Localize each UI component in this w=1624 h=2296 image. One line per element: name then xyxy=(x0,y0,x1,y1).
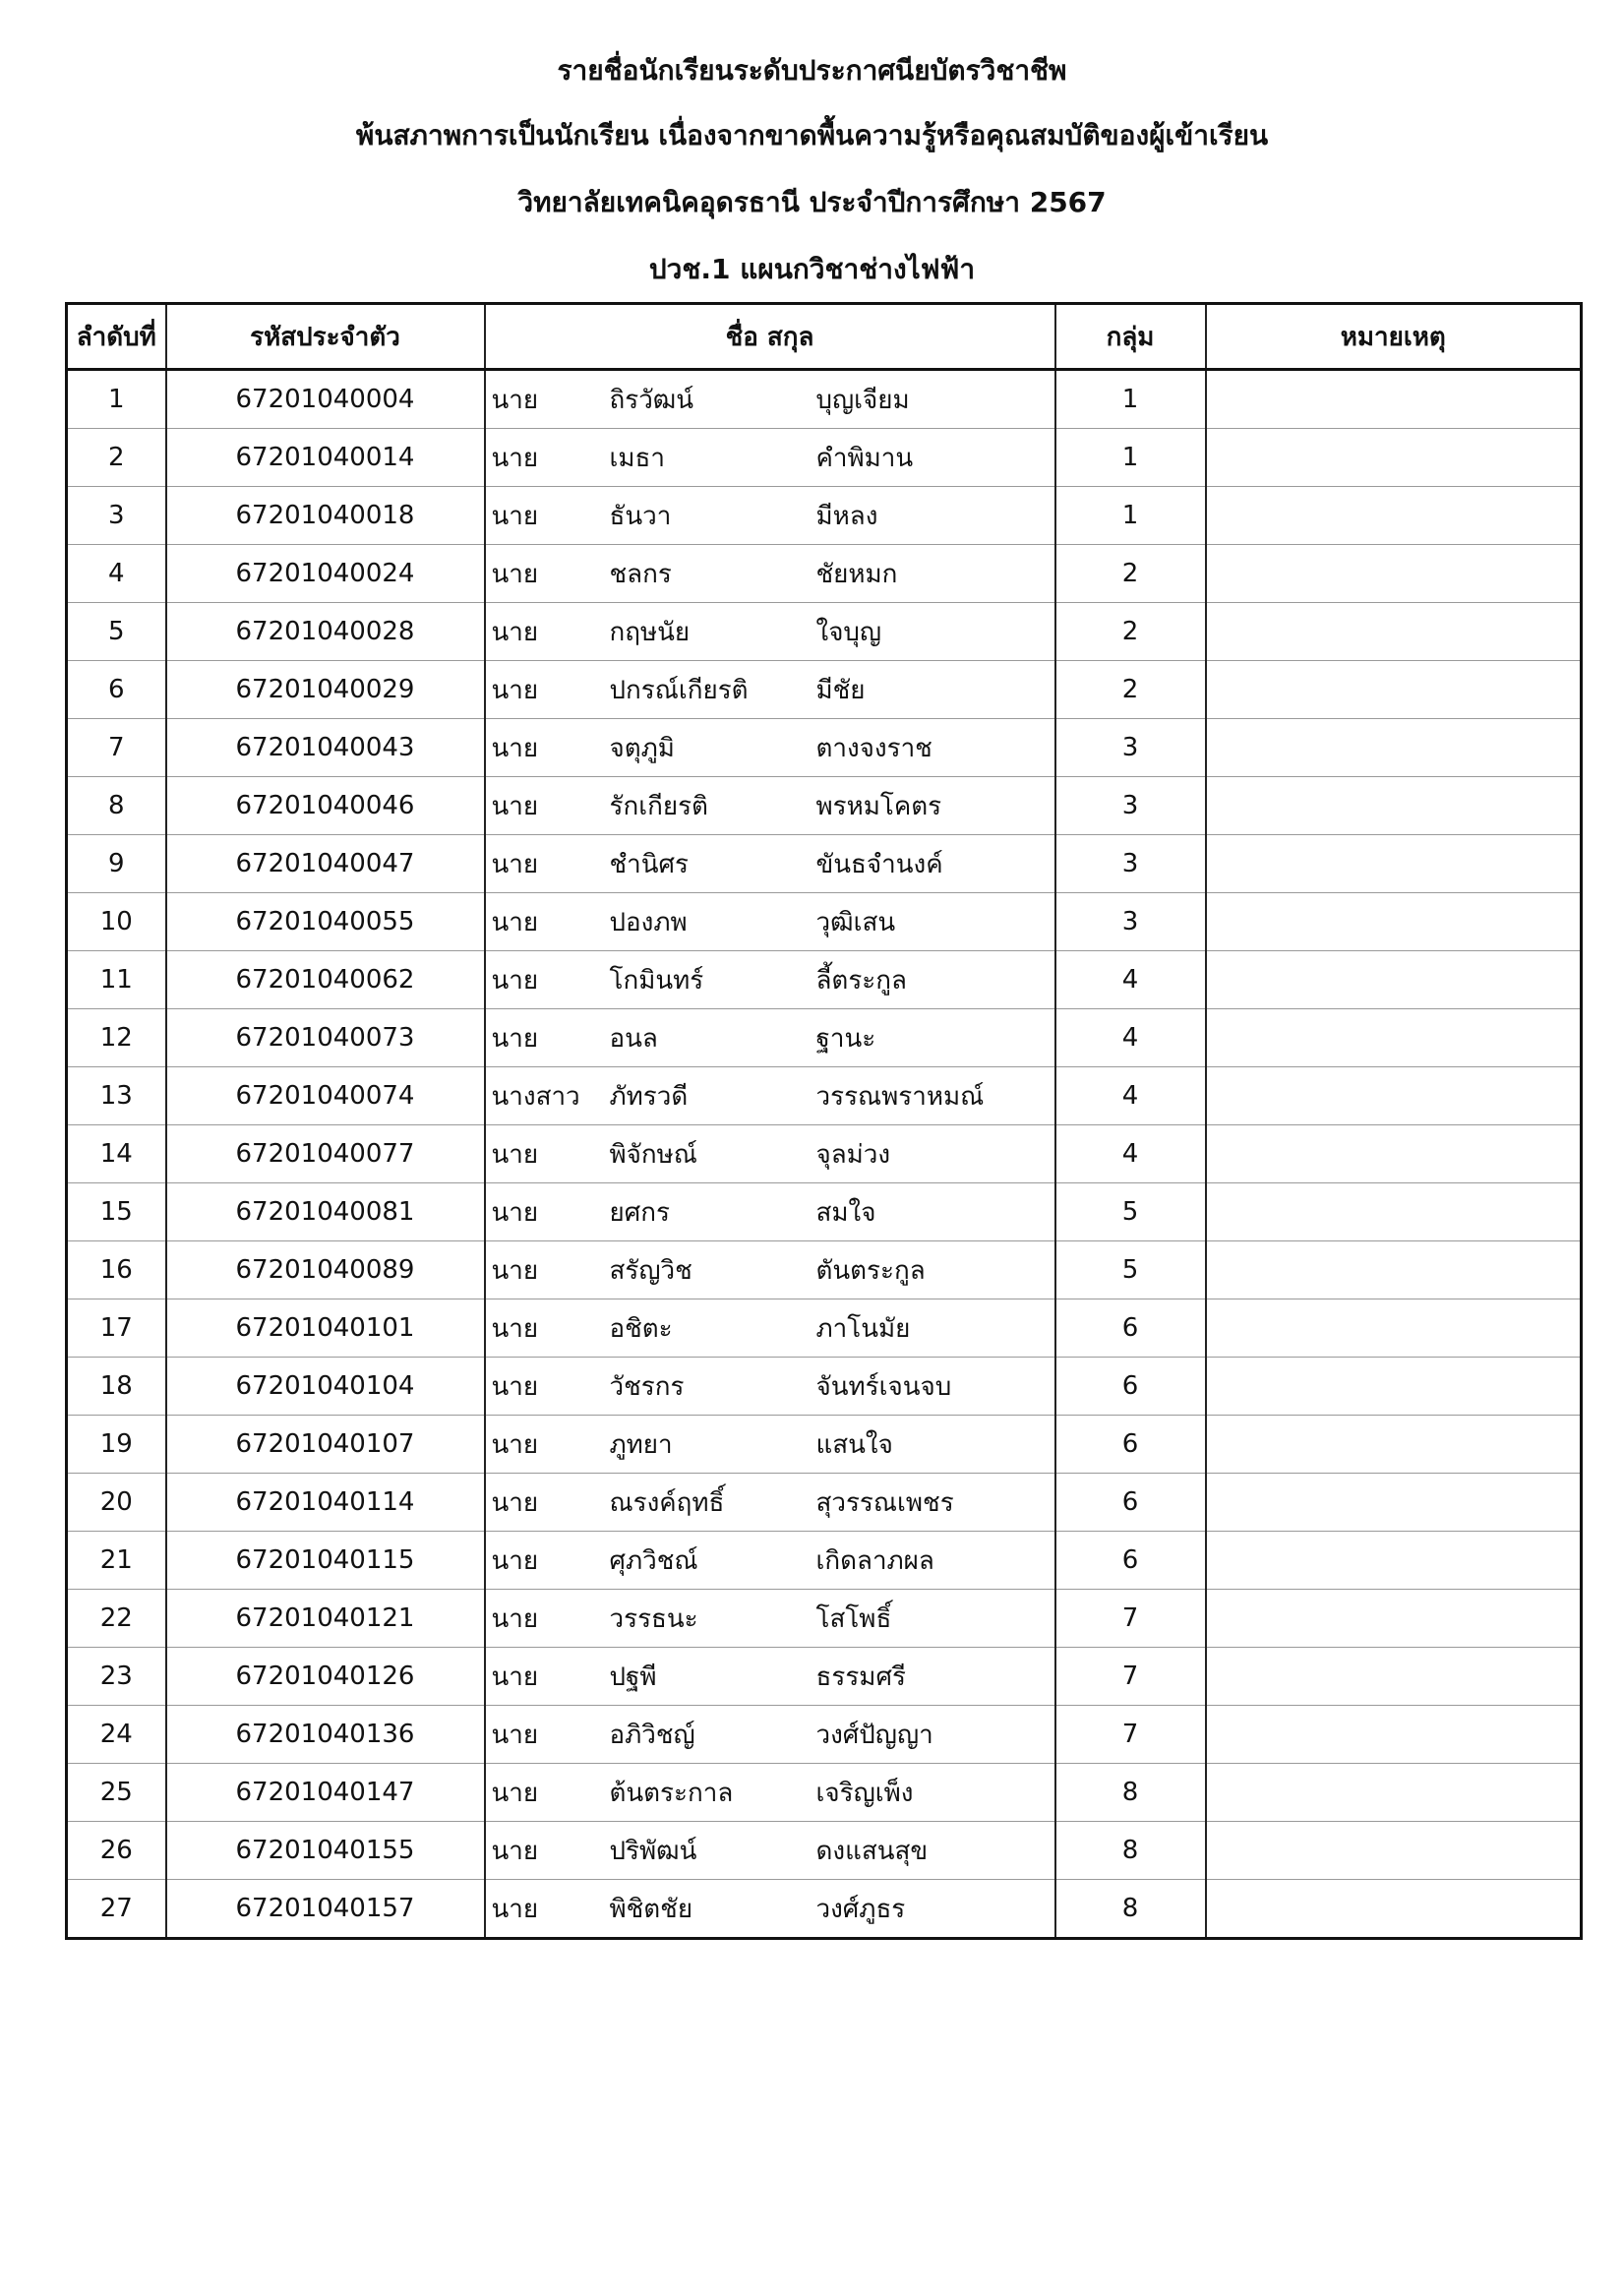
row-first-name: อภิวิชญ์ xyxy=(609,1720,695,1750)
row-order-number: 8 xyxy=(67,777,166,835)
row-group: 5 xyxy=(1055,1241,1206,1299)
row-last-name: วงศ์ปัญญา xyxy=(815,1720,933,1750)
row-name-title: นาย xyxy=(491,501,539,531)
row-group: 6 xyxy=(1055,1474,1206,1532)
row-last-name: จันทร์เจนจบ xyxy=(815,1371,952,1402)
row-full-name xyxy=(485,1183,1055,1241)
row-remarks xyxy=(1206,487,1582,545)
row-student-id: 67201040136 xyxy=(166,1706,485,1764)
row-first-name: รักเกียรติ xyxy=(609,791,708,821)
row-last-name: โสโพธิ์ xyxy=(815,1603,892,1634)
row-last-name: ธรรมศรี xyxy=(815,1662,906,1692)
row-last-name: ใจบุญ xyxy=(815,617,882,647)
table-body xyxy=(67,370,1582,1939)
row-group: 6 xyxy=(1055,1358,1206,1416)
row-order-number: 27 xyxy=(67,1880,166,1939)
row-group: 6 xyxy=(1055,1532,1206,1590)
table-header-row xyxy=(67,304,1582,370)
row-full-name xyxy=(485,893,1055,951)
row-order-number: 25 xyxy=(67,1764,166,1822)
row-student-id: 67201040014 xyxy=(166,429,485,487)
column-header-student-id: รหัสประจำตัว xyxy=(166,304,485,370)
row-order-number: 19 xyxy=(67,1416,166,1474)
table-row xyxy=(67,893,1582,951)
row-remarks xyxy=(1206,1590,1582,1648)
row-group: 3 xyxy=(1055,777,1206,835)
row-student-id: 67201040155 xyxy=(166,1822,485,1880)
row-name-title: นาย xyxy=(491,1255,539,1286)
row-order-number: 9 xyxy=(67,835,166,893)
column-header-remarks: หมายเหตุ xyxy=(1206,304,1582,370)
row-remarks xyxy=(1206,603,1582,661)
row-group: 4 xyxy=(1055,1067,1206,1125)
row-student-id: 67201040089 xyxy=(166,1241,485,1299)
row-first-name: ชลกร xyxy=(609,559,672,589)
table-row xyxy=(67,1706,1582,1764)
row-group: 7 xyxy=(1055,1590,1206,1648)
row-full-name xyxy=(485,603,1055,661)
row-first-name: อชิตะ xyxy=(609,1313,673,1344)
row-student-id: 67201040043 xyxy=(166,719,485,777)
row-first-name: ยศกร xyxy=(609,1197,670,1228)
row-group: 8 xyxy=(1055,1764,1206,1822)
row-remarks xyxy=(1206,1822,1582,1880)
row-student-id: 67201040126 xyxy=(166,1648,485,1706)
row-student-id: 67201040073 xyxy=(166,1009,485,1067)
row-group: 8 xyxy=(1055,1880,1206,1939)
row-remarks xyxy=(1206,1880,1582,1939)
row-order-number: 2 xyxy=(67,429,166,487)
row-group: 6 xyxy=(1055,1299,1206,1358)
row-remarks xyxy=(1206,661,1582,719)
row-remarks xyxy=(1206,1125,1582,1183)
row-name-title: นาย xyxy=(491,1429,539,1460)
table-row xyxy=(67,1474,1582,1532)
row-first-name: วรรธนะ xyxy=(609,1603,698,1634)
table-row xyxy=(67,429,1582,487)
row-remarks xyxy=(1206,1706,1582,1764)
row-student-id: 67201040104 xyxy=(166,1358,485,1416)
row-full-name xyxy=(485,1532,1055,1590)
row-remarks xyxy=(1206,777,1582,835)
row-student-id: 67201040107 xyxy=(166,1416,485,1474)
row-remarks xyxy=(1206,951,1582,1009)
row-name-title: นาย xyxy=(491,791,539,821)
table-row xyxy=(67,487,1582,545)
row-full-name xyxy=(485,661,1055,719)
row-student-id: 67201040121 xyxy=(166,1590,485,1648)
row-first-name: พิจักษณ์ xyxy=(609,1139,697,1170)
row-group: 3 xyxy=(1055,893,1206,951)
table-row xyxy=(67,1648,1582,1706)
row-name-title: นาย xyxy=(491,1139,539,1170)
level-and-department: ปวช.1 แผนกวิชาช่างไฟฟ้า xyxy=(648,253,976,285)
row-full-name xyxy=(485,835,1055,893)
row-name-title: นาย xyxy=(491,849,539,879)
row-student-id: 67201040074 xyxy=(166,1067,485,1125)
row-name-title: นาย xyxy=(491,1545,539,1576)
row-full-name xyxy=(485,951,1055,1009)
row-name-title: นาย xyxy=(491,559,539,589)
college-and-year: วิทยาลัยเทคนิคอุดรธานี ประจำปีการศึกษา 2567 xyxy=(517,186,1107,218)
row-name-title: นาย xyxy=(491,1313,539,1344)
row-first-name: ปริพัฒน์ xyxy=(609,1836,697,1866)
row-name-title: นาย xyxy=(491,733,539,763)
row-group: 4 xyxy=(1055,951,1206,1009)
table-row xyxy=(67,1125,1582,1183)
row-student-id: 67201040101 xyxy=(166,1299,485,1358)
row-group: 3 xyxy=(1055,719,1206,777)
row-name-title: นาย xyxy=(491,1371,539,1402)
row-order-number: 7 xyxy=(67,719,166,777)
row-remarks xyxy=(1206,1416,1582,1474)
row-name-title: นาย xyxy=(491,443,539,473)
document-title: รายชื่อนักเรียนระดับประกาศนียบัตรวิชาชีพ xyxy=(557,54,1067,87)
row-student-id: 67201040024 xyxy=(166,545,485,603)
row-first-name: อนล xyxy=(609,1023,658,1054)
row-last-name: เกิดลาภผล xyxy=(815,1545,934,1576)
row-last-name: เจริญเพ็ง xyxy=(815,1778,914,1808)
row-order-number: 12 xyxy=(67,1009,166,1067)
row-group: 7 xyxy=(1055,1648,1206,1706)
row-full-name xyxy=(485,429,1055,487)
row-order-number: 13 xyxy=(67,1067,166,1125)
row-order-number: 3 xyxy=(67,487,166,545)
table-row xyxy=(67,370,1582,429)
row-name-title: นางสาว xyxy=(491,1081,580,1112)
table-row xyxy=(67,1183,1582,1241)
row-last-name: บุญเจียม xyxy=(815,385,910,415)
row-full-name xyxy=(485,1822,1055,1880)
row-group: 2 xyxy=(1055,661,1206,719)
row-student-id: 67201040115 xyxy=(166,1532,485,1590)
row-remarks xyxy=(1206,1648,1582,1706)
row-full-name xyxy=(485,719,1055,777)
table-row xyxy=(67,1880,1582,1939)
row-full-name xyxy=(485,1299,1055,1358)
row-remarks xyxy=(1206,1474,1582,1532)
table-row xyxy=(67,1358,1582,1416)
row-order-number: 24 xyxy=(67,1706,166,1764)
row-order-number: 23 xyxy=(67,1648,166,1706)
row-full-name xyxy=(485,487,1055,545)
row-remarks xyxy=(1206,893,1582,951)
row-first-name: ปฐพี xyxy=(609,1662,657,1692)
row-group: 8 xyxy=(1055,1822,1206,1880)
row-remarks xyxy=(1206,719,1582,777)
row-name-title: นาย xyxy=(491,1603,539,1634)
row-full-name xyxy=(485,1416,1055,1474)
row-last-name: สุวรรณเพชร xyxy=(815,1487,954,1518)
row-remarks xyxy=(1206,1183,1582,1241)
row-order-number: 20 xyxy=(67,1474,166,1532)
row-first-name: ภูทยา xyxy=(609,1429,673,1460)
row-full-name xyxy=(485,370,1055,429)
table-row xyxy=(67,1241,1582,1299)
row-first-name: ชำนิศร xyxy=(609,849,689,879)
row-student-id: 67201040077 xyxy=(166,1125,485,1183)
row-group: 4 xyxy=(1055,1009,1206,1067)
row-student-id: 67201040029 xyxy=(166,661,485,719)
row-name-title: นาย xyxy=(491,965,539,996)
row-student-id: 67201040046 xyxy=(166,777,485,835)
row-last-name: วรรณพราหมณ์ xyxy=(815,1081,985,1112)
row-last-name: คำพิมาน xyxy=(815,443,914,473)
row-group: 2 xyxy=(1055,603,1206,661)
row-last-name: จุลม่วง xyxy=(815,1139,891,1170)
table-row xyxy=(67,545,1582,603)
row-order-number: 17 xyxy=(67,1299,166,1358)
row-student-id: 67201040047 xyxy=(166,835,485,893)
row-full-name xyxy=(485,1009,1055,1067)
row-order-number: 18 xyxy=(67,1358,166,1416)
row-first-name: พิชิตชัย xyxy=(609,1894,693,1924)
row-last-name: มีชัย xyxy=(815,675,866,705)
row-order-number: 22 xyxy=(67,1590,166,1648)
row-name-title: นาย xyxy=(491,1778,539,1808)
row-full-name xyxy=(485,1648,1055,1706)
table-row xyxy=(67,1067,1582,1125)
row-full-name xyxy=(485,1067,1055,1125)
row-order-number: 5 xyxy=(67,603,166,661)
row-last-name: ตางจงราช xyxy=(815,733,932,763)
row-order-number: 4 xyxy=(67,545,166,603)
row-student-id: 67201040081 xyxy=(166,1183,485,1241)
row-order-number: 14 xyxy=(67,1125,166,1183)
table-row xyxy=(67,719,1582,777)
row-order-number: 1 xyxy=(67,370,166,429)
row-full-name xyxy=(485,545,1055,603)
row-last-name: ขันธจำนงค์ xyxy=(815,849,943,879)
row-remarks xyxy=(1206,1358,1582,1416)
row-group: 5 xyxy=(1055,1183,1206,1241)
row-last-name: ชัยหมก xyxy=(815,559,898,589)
row-student-id: 67201040028 xyxy=(166,603,485,661)
row-last-name: ตันตระกูล xyxy=(815,1255,926,1286)
row-remarks xyxy=(1206,1299,1582,1358)
row-name-title: นาย xyxy=(491,617,539,647)
row-first-name: ภัทรวดี xyxy=(609,1081,689,1112)
row-order-number: 21 xyxy=(67,1532,166,1590)
row-first-name: กฤษนัย xyxy=(609,617,691,647)
row-last-name: สมใจ xyxy=(815,1197,876,1228)
row-group: 1 xyxy=(1055,487,1206,545)
column-header-full-name: ชื่อ สกุล xyxy=(485,304,1055,370)
row-remarks xyxy=(1206,1241,1582,1299)
row-group: 1 xyxy=(1055,429,1206,487)
row-group: 6 xyxy=(1055,1416,1206,1474)
row-first-name: ปกรณ์เกียรติ xyxy=(609,675,749,705)
student-table xyxy=(65,302,1583,1940)
table-row xyxy=(67,603,1582,661)
table-row xyxy=(67,951,1582,1009)
table-row xyxy=(67,1590,1582,1648)
row-group: 7 xyxy=(1055,1706,1206,1764)
row-order-number: 10 xyxy=(67,893,166,951)
table-row xyxy=(67,1299,1582,1358)
row-name-title: นาย xyxy=(491,675,539,705)
row-last-name: ภาโนมัย xyxy=(815,1313,911,1344)
row-remarks xyxy=(1206,1532,1582,1590)
row-first-name: เมธา xyxy=(609,443,665,473)
column-header-group: กลุ่ม xyxy=(1055,304,1206,370)
row-order-number: 26 xyxy=(67,1822,166,1880)
row-first-name: โกมินทร์ xyxy=(609,965,704,996)
column-header-order: ลำดับที่ xyxy=(67,304,166,370)
row-full-name xyxy=(485,1358,1055,1416)
row-full-name xyxy=(485,1706,1055,1764)
row-first-name: ณรงค์ฤทธิ์ xyxy=(609,1487,725,1518)
row-group: 3 xyxy=(1055,835,1206,893)
row-name-title: นาย xyxy=(491,907,539,937)
row-student-id: 67201040157 xyxy=(166,1880,485,1939)
row-last-name: ดงแสนสุข xyxy=(815,1836,929,1866)
table-row xyxy=(67,1416,1582,1474)
row-remarks xyxy=(1206,370,1582,429)
table-row xyxy=(67,1764,1582,1822)
row-order-number: 15 xyxy=(67,1183,166,1241)
row-last-name: วงศ์ภูธร xyxy=(815,1894,906,1924)
table-row xyxy=(67,1822,1582,1880)
row-name-title: นาย xyxy=(491,1894,539,1924)
row-student-id: 67201040018 xyxy=(166,487,485,545)
row-name-title: นาย xyxy=(491,1720,539,1750)
table-row xyxy=(67,835,1582,893)
table-row xyxy=(67,1532,1582,1590)
row-group: 4 xyxy=(1055,1125,1206,1183)
row-first-name: ศุภวิชณ์ xyxy=(609,1545,698,1576)
row-remarks xyxy=(1206,429,1582,487)
row-full-name xyxy=(485,1241,1055,1299)
row-first-name: ปองภพ xyxy=(609,907,688,937)
row-full-name xyxy=(485,1125,1055,1183)
row-group: 2 xyxy=(1055,545,1206,603)
row-remarks xyxy=(1206,1764,1582,1822)
row-first-name: ต้นตระกาล xyxy=(609,1778,734,1808)
row-last-name: วุฒิเสน xyxy=(815,907,896,937)
row-student-id: 67201040062 xyxy=(166,951,485,1009)
row-name-title: นาย xyxy=(491,1023,539,1054)
row-student-id: 67201040004 xyxy=(166,370,485,429)
row-remarks xyxy=(1206,545,1582,603)
row-remarks xyxy=(1206,1067,1582,1125)
row-last-name: พรหมโคตร xyxy=(815,791,942,821)
row-student-id: 67201040147 xyxy=(166,1764,485,1822)
row-name-title: นาย xyxy=(491,1197,539,1228)
table-row xyxy=(67,1009,1582,1067)
row-first-name: ธันวา xyxy=(609,501,672,531)
row-remarks xyxy=(1206,1009,1582,1067)
row-first-name: สรัญวิช xyxy=(609,1255,692,1286)
table-row xyxy=(67,777,1582,835)
row-last-name: มีหลง xyxy=(815,501,878,531)
row-last-name: ลี้ตระกูล xyxy=(815,965,907,996)
row-last-name: แสนใจ xyxy=(815,1429,893,1460)
row-first-name: ถิรวัฒน์ xyxy=(609,385,694,415)
row-full-name xyxy=(485,1880,1055,1939)
row-order-number: 6 xyxy=(67,661,166,719)
row-full-name xyxy=(485,1590,1055,1648)
row-student-id: 67201040055 xyxy=(166,893,485,951)
table-row xyxy=(67,661,1582,719)
row-first-name: จตุภูมิ xyxy=(609,733,675,763)
row-name-title: นาย xyxy=(491,1662,539,1692)
row-last-name: ฐานะ xyxy=(815,1023,876,1054)
row-first-name: วัชรกร xyxy=(609,1371,685,1402)
row-name-title: นาย xyxy=(491,1836,539,1866)
row-remarks xyxy=(1206,835,1582,893)
row-order-number: 16 xyxy=(67,1241,166,1299)
row-full-name xyxy=(485,1474,1055,1532)
row-full-name xyxy=(485,1764,1055,1822)
row-group: 1 xyxy=(1055,370,1206,429)
row-name-title: นาย xyxy=(491,1487,539,1518)
document-subtitle: พ้นสภาพการเป็นนักเรียน เนื่องจากขาดพื้นความรู้หรือคุณสมบัติของผู้เข้าเรียน xyxy=(355,119,1269,151)
row-order-number: 11 xyxy=(67,951,166,1009)
row-student-id: 67201040114 xyxy=(166,1474,485,1532)
row-full-name xyxy=(485,777,1055,835)
row-name-title: นาย xyxy=(491,385,539,415)
